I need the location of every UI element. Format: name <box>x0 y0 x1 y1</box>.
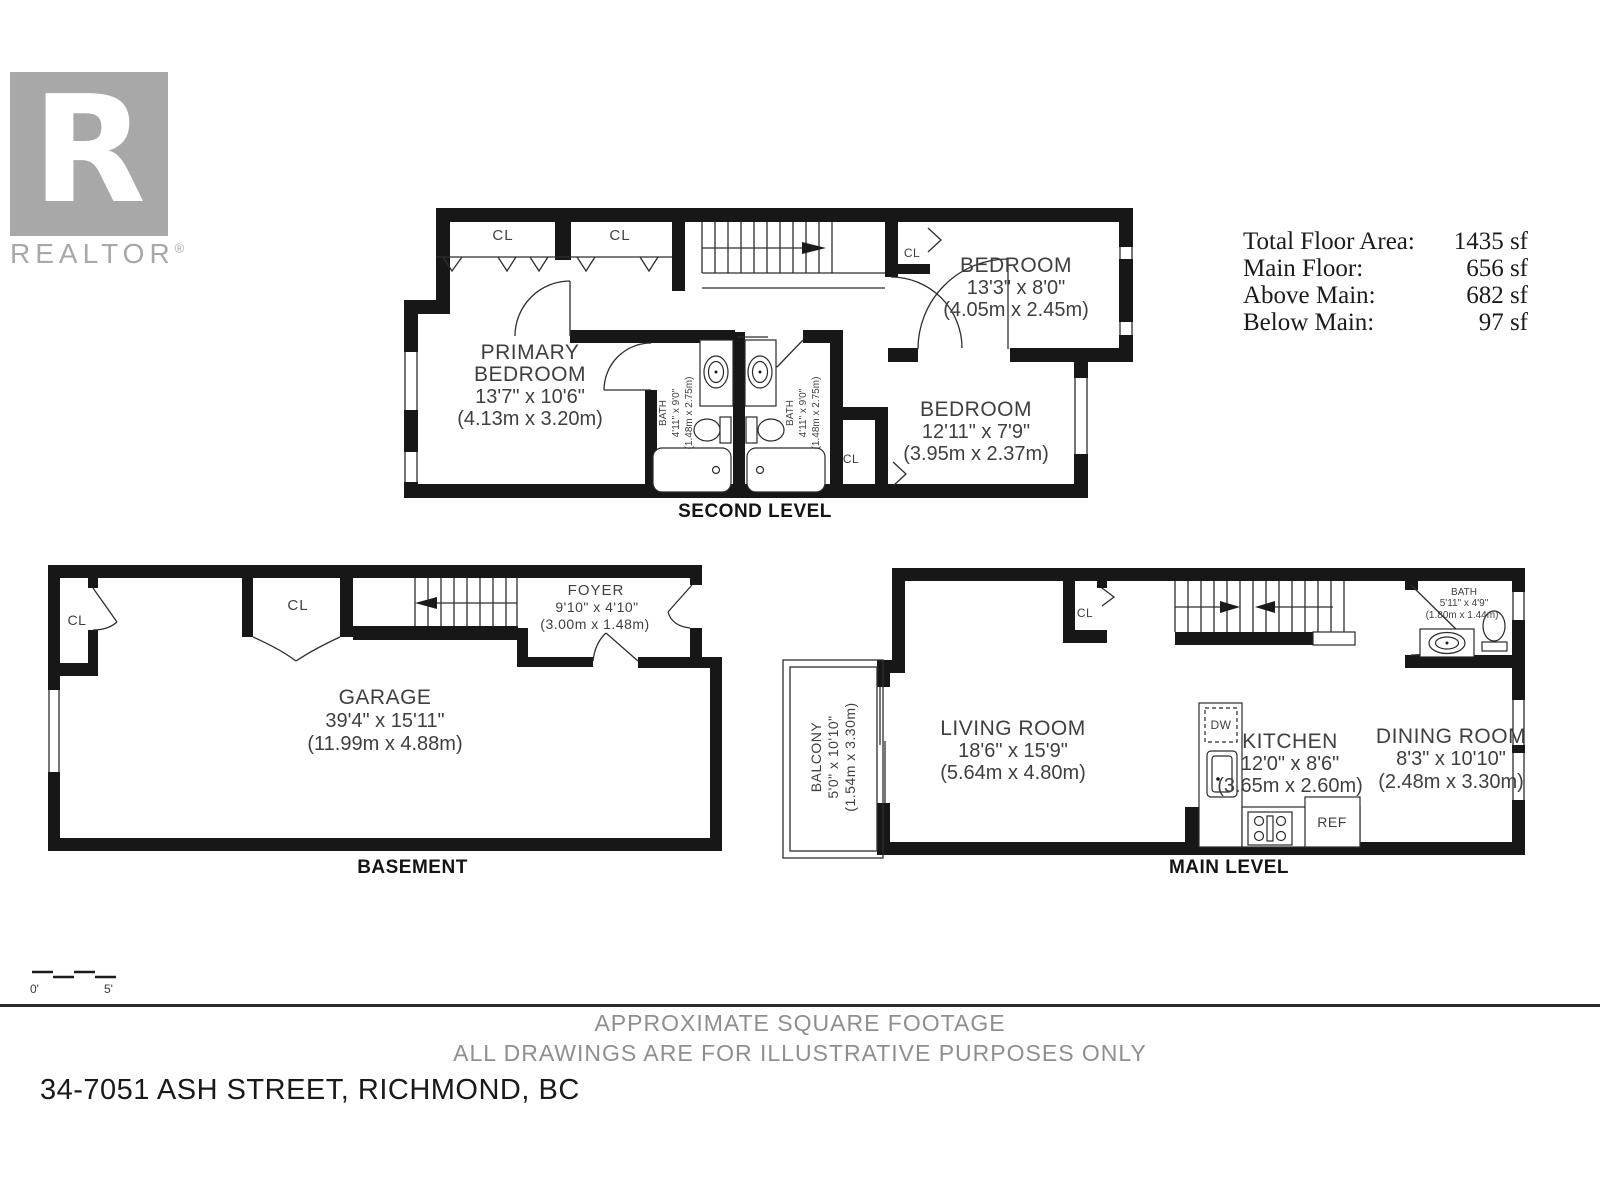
summary-label: Below Main: <box>1243 309 1375 336</box>
realtor-logo-icon <box>10 64 168 236</box>
property-address: 34-7051 ASH STREET, RICHMOND, BC <box>40 1074 580 1106</box>
room-name: BEDROOM <box>473 363 587 386</box>
bath-label: BATH <box>785 400 796 426</box>
room-dimensions: 13'7" x 10'6" <box>475 386 585 408</box>
room-dimensions: 12'0" x 8'6" <box>1240 753 1340 775</box>
room-dimensions: 9'10" x 4'10" <box>555 599 639 615</box>
main-level-caption: MAIN LEVEL <box>1168 857 1290 878</box>
bath-dimensions-metric: (1.48m x 2.75m) <box>684 376 695 450</box>
balcony-dimensions-metric: (1.54m x 3.30m) <box>842 702 858 812</box>
realtor-wordmark-text: REALTOR <box>10 238 175 269</box>
room-dimensions: 8'3" x 10'10" <box>1396 748 1506 770</box>
room-name: PRIMARY <box>480 341 580 364</box>
bath-dimensions: 4'11" x 9'0" <box>671 388 682 438</box>
room-labels <box>808 587 1526 830</box>
room-name: FOYER <box>567 582 625 599</box>
room-dimensions-metric: (5.64m x 4.80m) <box>940 762 1086 784</box>
stairs-icon <box>415 578 517 626</box>
scale-end-label: 5' <box>104 982 113 996</box>
summary-value: 656 sf <box>1466 255 1528 282</box>
room-dimensions-metric: (3.65m x 2.60m) <box>1217 775 1363 797</box>
second-level-caption: SECOND LEVEL <box>678 501 832 522</box>
closet-label: CL <box>492 227 514 244</box>
room-dimensions-metric: (11.99m x 4.88m) <box>307 733 463 755</box>
room-dimensions: 39'4" x 15'11" <box>325 710 445 732</box>
area-summary <box>1243 228 1528 336</box>
summary-value: 682 sf <box>1466 282 1528 309</box>
summary-row <box>1243 309 1528 336</box>
stairs-icon <box>702 222 885 288</box>
bath-label: BATH <box>658 400 669 426</box>
scale-start-label: 0' <box>30 982 39 996</box>
bath-dimensions: 4'11" x 9'0" <box>798 388 809 438</box>
room-dimensions: 18'6" x 15'9" <box>958 740 1068 762</box>
closet-label: CL <box>287 597 309 614</box>
room-dimensions: 13'3" x 8'0" <box>966 277 1066 299</box>
footer-divider <box>0 1004 1600 1007</box>
scale-bar-icon <box>30 966 130 982</box>
bath-dimensions-metric: (1.80m x 1.44m) <box>1425 610 1499 621</box>
toilet-icon <box>720 417 731 443</box>
basement-floor-plan <box>40 550 740 880</box>
closet-label: CL <box>842 452 860 466</box>
room-dimensions-metric: (4.05m x 2.45m) <box>943 299 1089 321</box>
realtor-logo-letter: R <box>32 64 146 236</box>
summary-label: Main Floor: <box>1243 255 1364 282</box>
main-level-floor-plan <box>768 555 1538 870</box>
bath-label: BATH <box>1451 587 1477 598</box>
balcony-dimensions: 5'0" x 10'10" <box>825 715 841 799</box>
room-dimensions: 12'11" x 7'9" <box>921 421 1031 443</box>
bath-dimensions: 5'11" x 4'9" <box>1439 598 1489 609</box>
toilet-icon <box>746 417 757 443</box>
closet-label: CL <box>609 227 631 244</box>
balcony-label: BALCONY <box>808 721 824 793</box>
basement-caption: BASEMENT <box>357 857 468 878</box>
footer-note-2: ALL DRAWINGS ARE FOR ILLUSTRATIVE PURPOSES ONLY <box>453 1040 1147 1066</box>
room-dimensions-metric: (3.00m x 1.48m) <box>540 616 650 632</box>
room-dimensions-metric: (2.48m x 3.30m) <box>1378 771 1524 793</box>
bath-dimensions-metric: (1.48m x 2.75m) <box>811 376 822 450</box>
summary-value: 97 sf <box>1478 309 1528 336</box>
room-name: BEDROOM <box>919 398 1033 421</box>
room-name: BEDROOM <box>959 254 1073 277</box>
summary-label: Above Main: <box>1243 282 1376 309</box>
second-level-floor-plan <box>398 200 1138 512</box>
room-name: GARAGE <box>338 686 432 709</box>
room-name: DINING ROOM <box>1375 725 1527 748</box>
summary-label: Total Floor Area: <box>1243 228 1415 255</box>
summary-row <box>1243 228 1528 255</box>
closet-label: CL <box>903 246 921 260</box>
closet-door-icon <box>1102 588 1114 606</box>
room-name: KITCHEN <box>1242 730 1338 753</box>
room-labels <box>68 582 650 755</box>
dishwasher-label: DW <box>1210 718 1232 732</box>
closet-label: CL <box>67 612 87 628</box>
refrigerator-label: REF <box>1317 814 1347 830</box>
room-dimensions-metric: (4.13m x 3.20m) <box>457 408 603 430</box>
registered-mark: ® <box>174 240 185 256</box>
summary-row <box>1243 282 1528 309</box>
summary-row <box>1243 255 1528 282</box>
realtor-wordmark <box>10 238 210 270</box>
room-name: LIVING ROOM <box>940 717 1086 740</box>
room-dimensions-metric: (3.95m x 2.37m) <box>903 443 1049 465</box>
closet-label: CL <box>1076 606 1094 620</box>
summary-value: 1435 sf <box>1453 228 1528 255</box>
footer-note-1: APPROXIMATE SQUARE FOOTAGE <box>594 1010 1006 1036</box>
